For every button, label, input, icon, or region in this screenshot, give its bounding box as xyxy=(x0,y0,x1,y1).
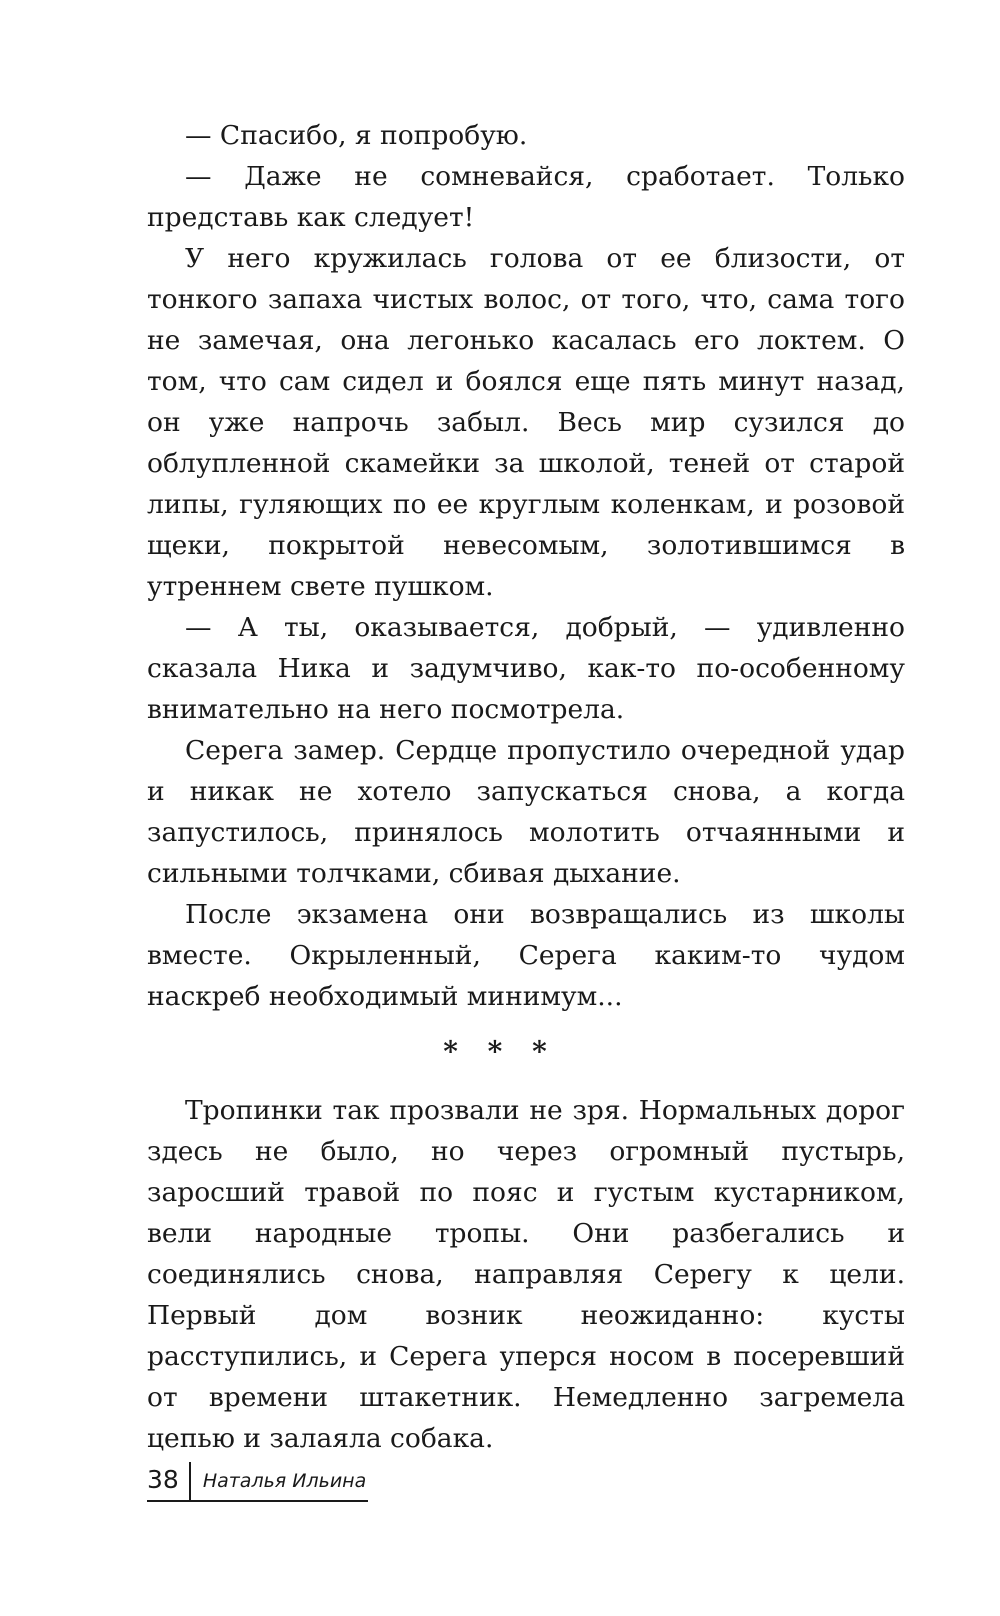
text-block-top xyxy=(147,115,905,1017)
paragraph: Серега замер. Сердце пропустило очередной удар и никак не хотело запускаться снова, а когда запустилось, принялось молотить отчаянными и сильными толчками, сбивая дыхание. xyxy=(147,735,905,889)
section-separator: * * * xyxy=(443,1035,557,1068)
paragraph: Тропинки так прозвали не зря. Нормальных дорог здесь не было, но через огромный пустырь, заросший травой по пояс и густым кустарником, вели народные тропы. Они разбегались и соединялись снова, направляя Серегу к цели. Первый дом возник неожиданно: кусты расступились, и Серега уперся носом в посеревший от времени штакетник. Немедленно загремела цепью и залаяла собака. xyxy=(147,1095,905,1454)
paragraph: — А ты, оказывается, добрый, — удивленно сказала Ника и задумчиво, как-то по-особенному внимательно на него посмотрела. xyxy=(147,612,905,725)
paragraph: — Спасибо, я попробую. xyxy=(185,120,528,151)
paragraph: — Даже не сомневайся, сработает. Только представь как следует! xyxy=(147,161,905,233)
paragraph: У него кружилась голова от ее близости, от тонкого запаха чистых волос, от того, что, сама того не замечая, она легонько касалась его локтем. О том, что сам сидел и боялся еще пять минут назад, он уже напрочь забыл. Весь мир сузился до облупленной скамейки за школой, теней от старой липы, гуляющих по ее круглым коленкам, и розовой щеки, покрытой невесомым, золотившимся в утреннем свете пушком. xyxy=(147,243,905,602)
page-number: 38 xyxy=(147,1462,191,1500)
paragraph: После экзамена они возвращались из школы вместе. Окрыленный, Серега каким-то чудом наскреб необходимый минимум... xyxy=(147,899,905,1012)
author-name: Наталья Ильина xyxy=(202,1470,367,1492)
text-block-bottom xyxy=(147,1090,905,1459)
page-footer xyxy=(147,1462,368,1502)
